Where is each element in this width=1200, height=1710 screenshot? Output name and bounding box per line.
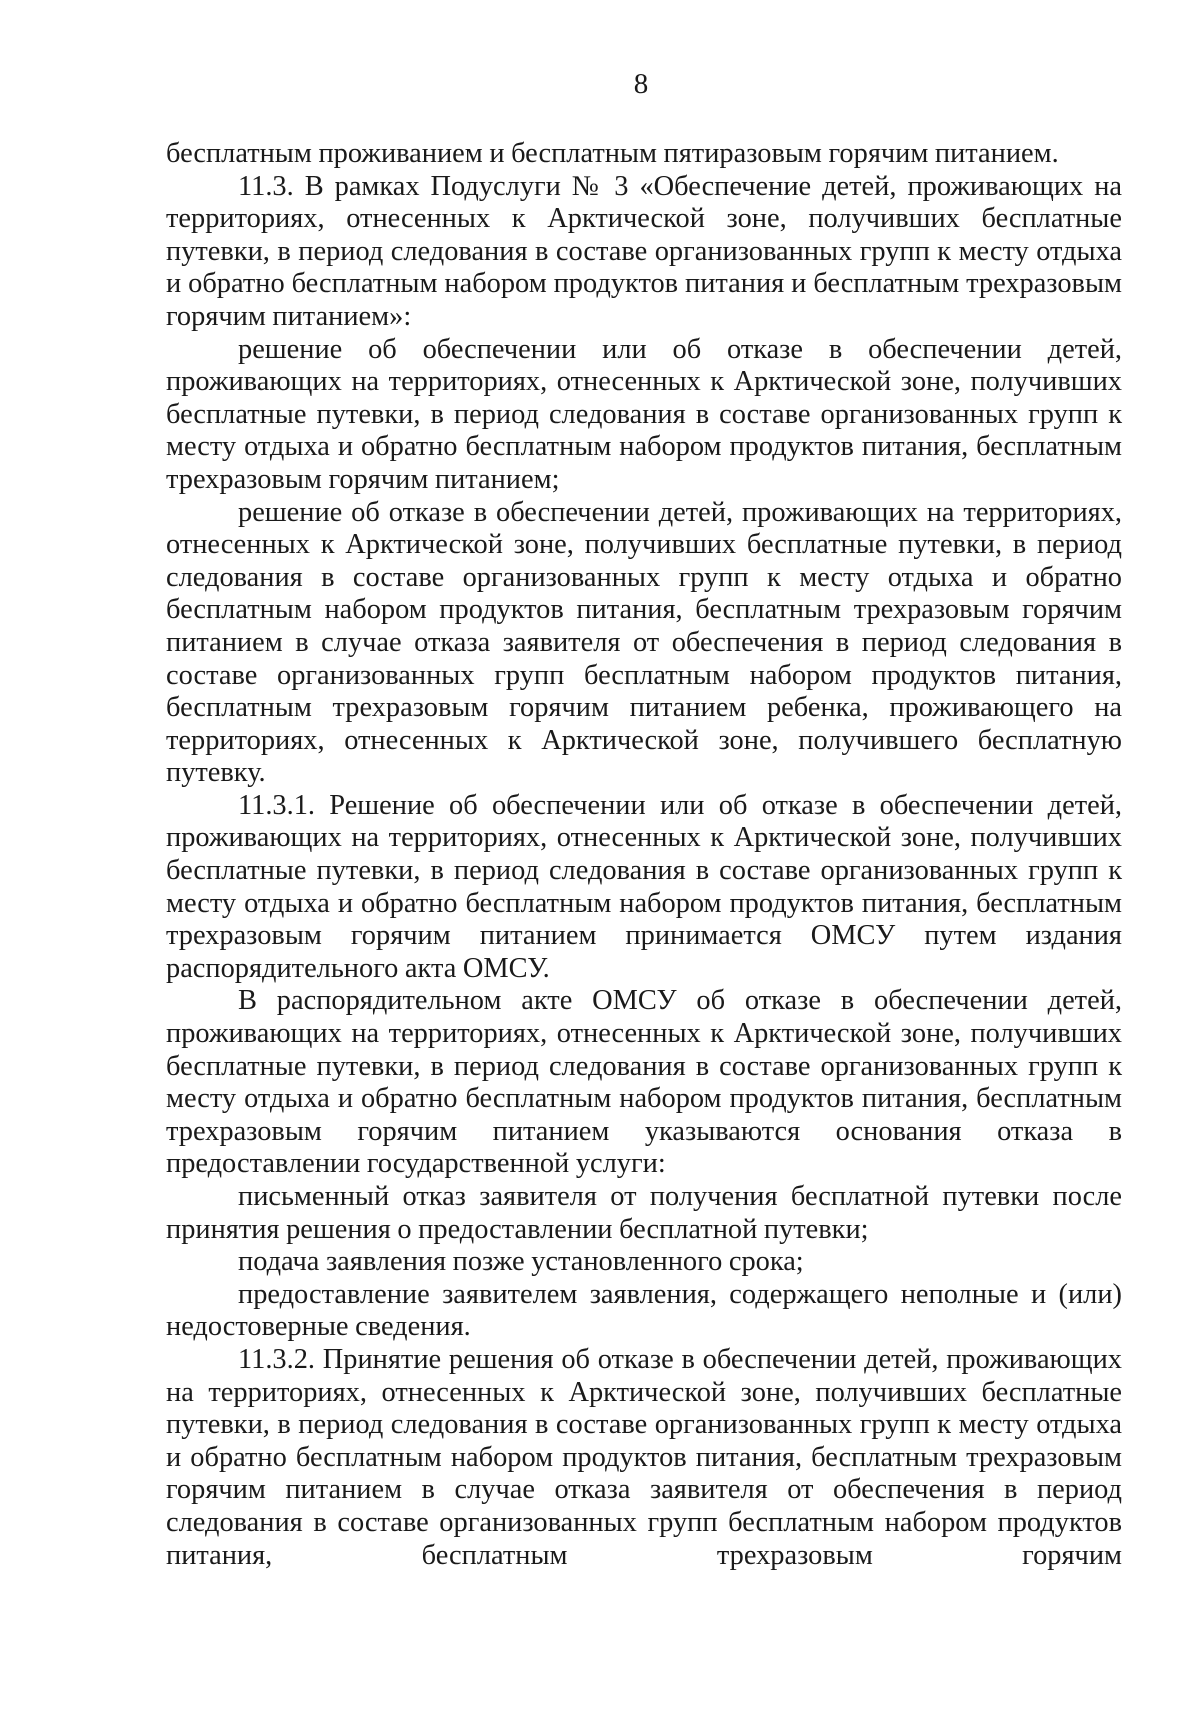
page-number: 8 [633,68,649,100]
paragraph-refusal-ground-1: письменный отказ заявителя от получения бесплатной путевки после принятия решения о предоставлении бесплатной путевки; [166,1181,1122,1245]
paragraph-11-3-2: 11.3.2. Принятие решения об отказе в обеспечении детей, проживающих на территориях, отнесенных к Арктической зоне, получивших бесплатные путевки, в период следования в составе организованных групп к месту отдыха и обратно бесплатным набором продуктов питания, бесплатным трехразовым горячим питанием в случае отказа заявителя от обеспечения в период следования в составе организованных групп бесплатным набором продуктов питания, бесплатным трехразовым горячим [166,1343,1122,1571]
paragraph-continuation: бесплатным проживанием и бесплатным пятиразовым горячим питанием. [166,138,1059,169]
paragraph-refusal-ground-2: подача заявления позже установленного срока; [238,1246,804,1278]
paragraph-refusal-act: В распорядительном акте ОМСУ об отказе в обеспечении детей, проживающих на территориях, отнесенных к Арктической зоне, получивших бесплатные путевки, в период следования в составе организованных групп к месту отдыха и обратно бесплатным набором продуктов питания, бесплатным трехразовым горячим питанием указываются основания отказа в предоставлении государственной услуги: [166,985,1122,1180]
document-body [166,138,1122,1572]
paragraph-decision-provision-or-refusal: решение об обеспечении или об отказе в обеспечении детей, проживающих на территориях, отнесенных к Арктической зоне, получивших бесплатные путевки, в период следования в составе организованных групп к месту отдыха и обратно бесплатным набором продуктов питания, бесплатным трехразовым горячим питанием; [166,333,1122,495]
paragraph-decision-refusal: решение об отказе в обеспечении детей, проживающих на территориях, отнесенных к Арктической зоне, получивших бесплатные путевки, в период следования в составе организованных групп к месту отдыха и обратно бесплатным набором продуктов питания, бесплатным трехразовым горячим питанием в случае отказа заявителя от обеспечения в период следования в составе организованных групп бесплатным набором продуктов питания, бесплатным трехразовым горячим питанием ребенка, проживающего на территориях, отнесенных к Арктической зоне, получившего бесплатную путевку. [166,496,1122,789]
paragraph-11-3-1: 11.3.1. Решение об обеспечении или об отказе в обеспечении детей, проживающих на территориях, отнесенных к Арктической зоне, получивших бесплатные путевки, в период следования в составе организованных групп к месту отдыха и обратно бесплатным набором продуктов питания, бесплатным трехразовым горячим питанием принимается ОМСУ путем издания распорядительного акта ОМСУ. [166,789,1122,984]
paragraph-11-3: 11.3. В рамках Подуслуги № 3 «Обеспечение детей, проживающих на территориях, отнесенных к Арктической зоне, получивших бесплатные путевки, в период следования в составе организованных групп к месту отдыха и обратно бесплатным набором продуктов питания и бесплатным трехразовым горячим питанием»: [166,170,1122,332]
paragraph-refusal-ground-3: предоставление заявителем заявления, содержащего неполные и (или) недостоверные сведения. [166,1278,1122,1343]
